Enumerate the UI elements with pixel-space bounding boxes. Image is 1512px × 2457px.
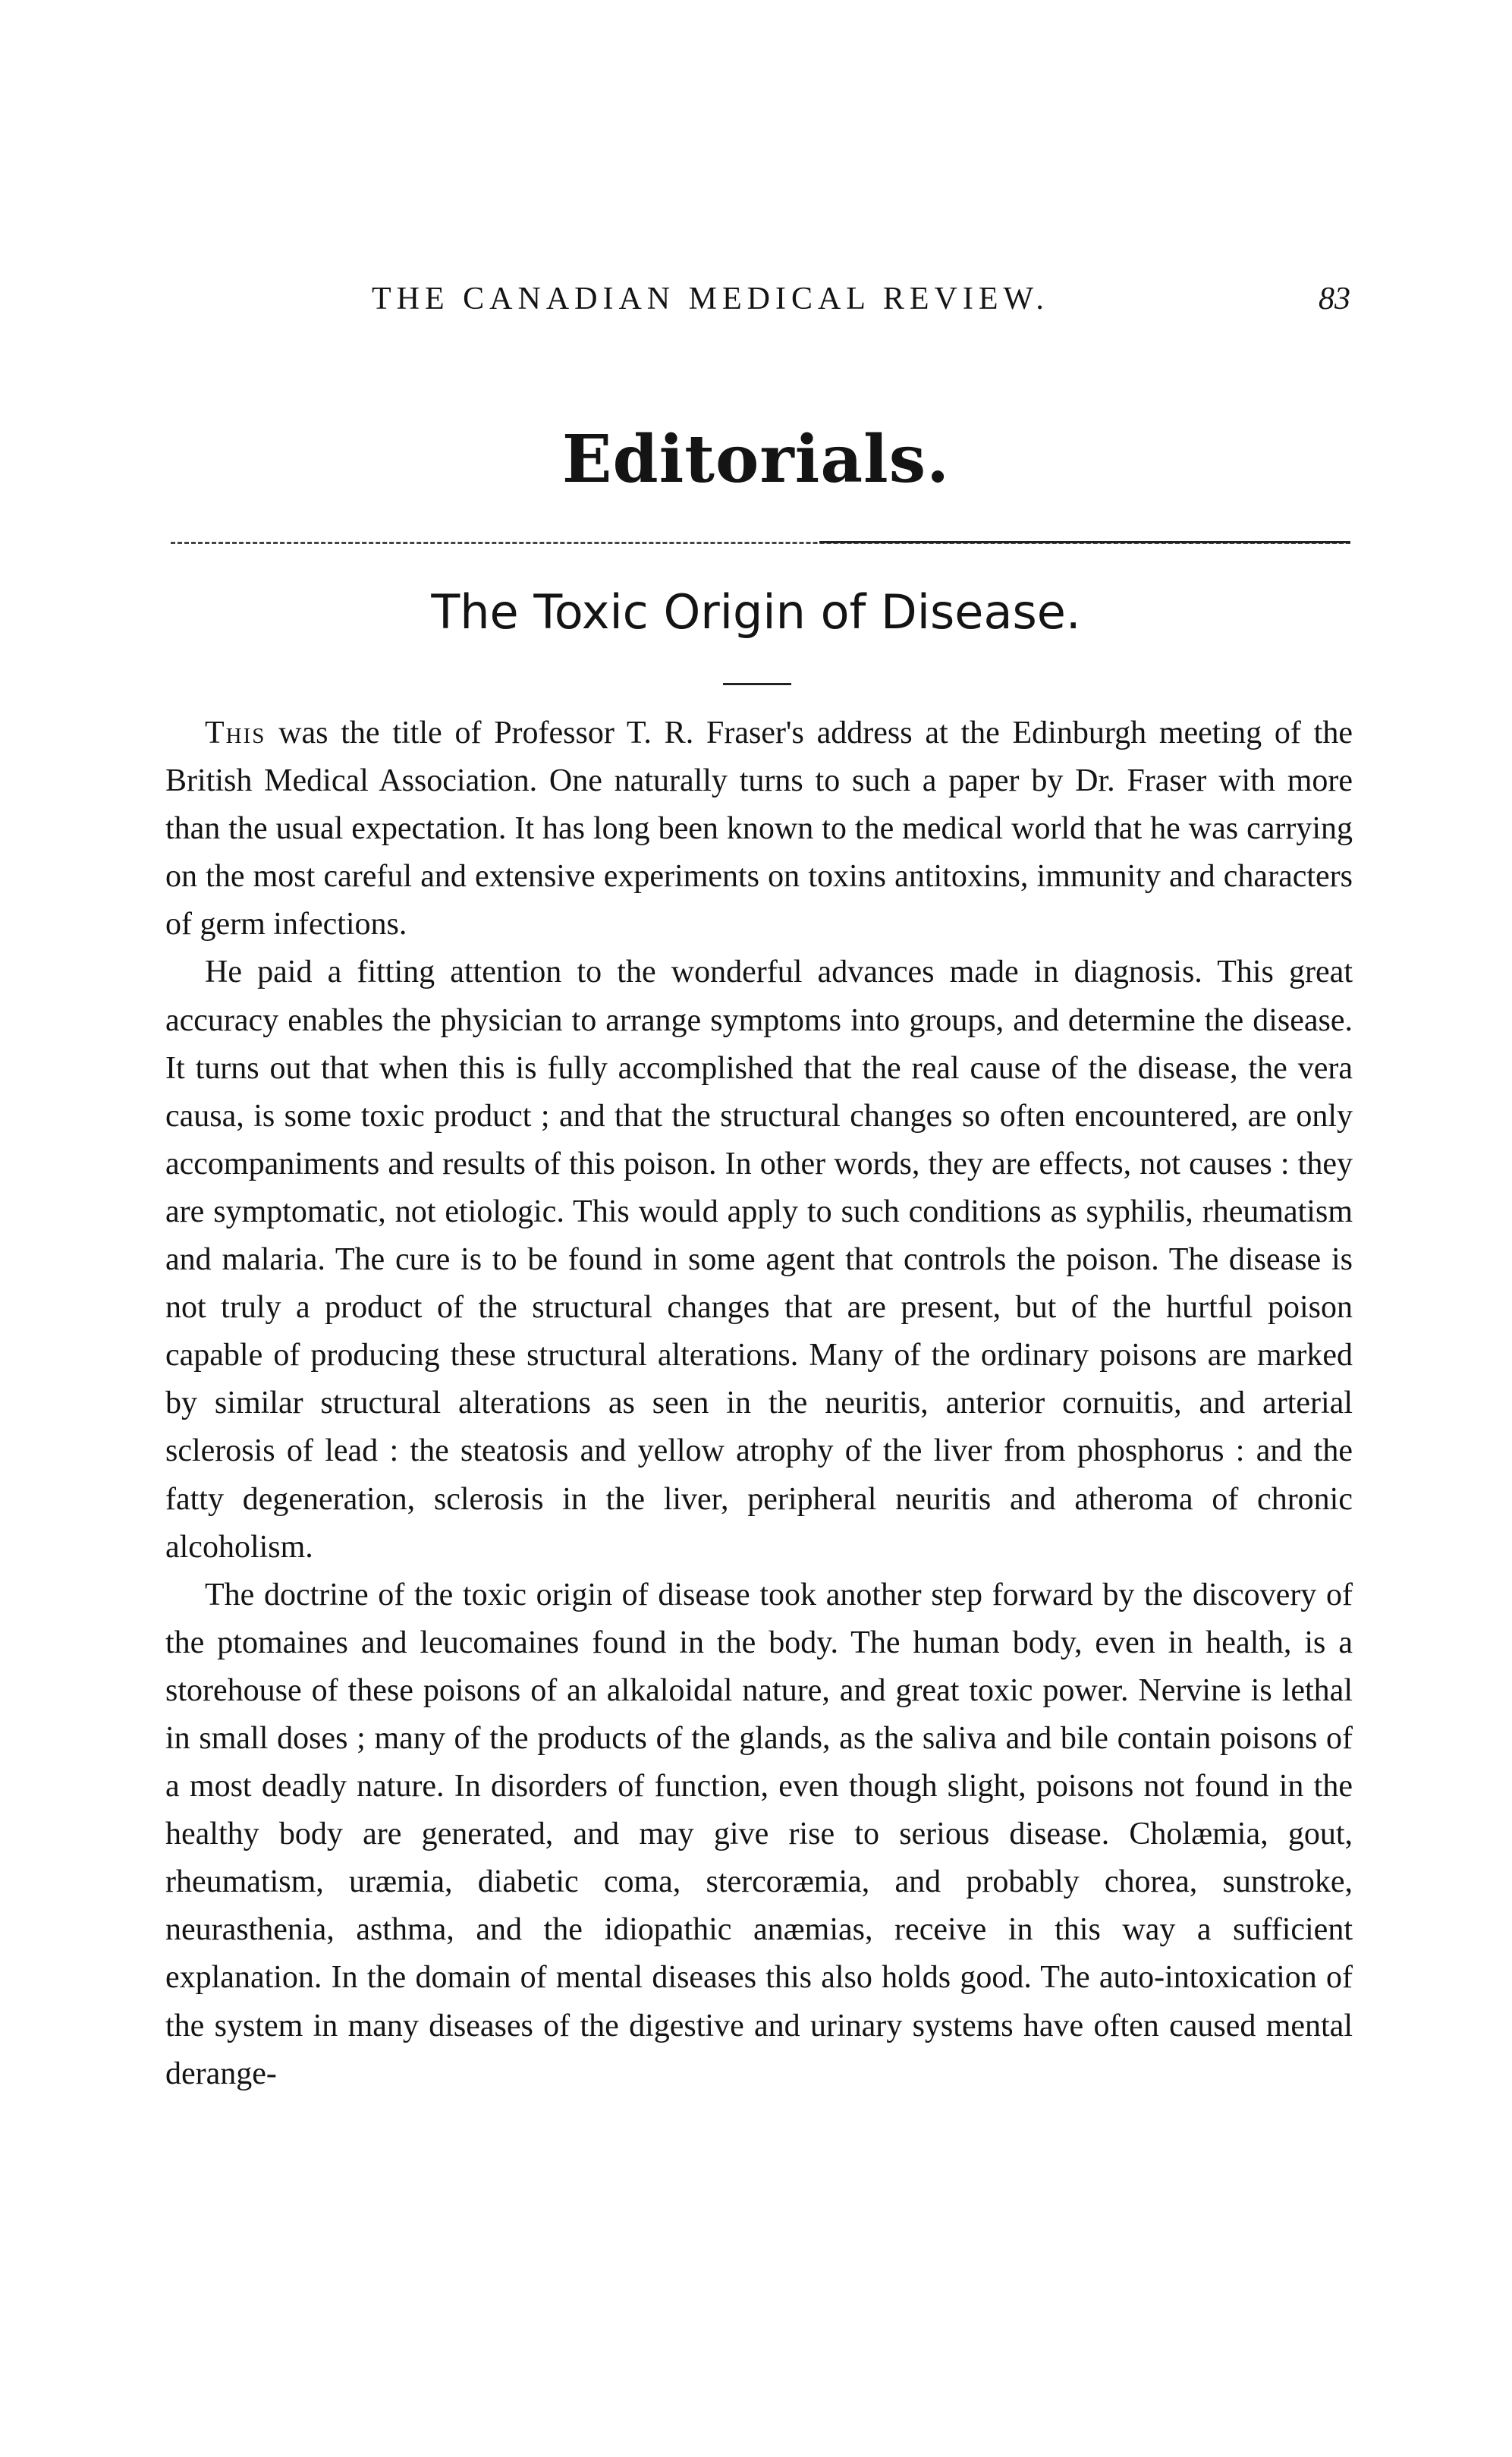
- article-body: [165, 709, 1353, 2098]
- paragraph-2: He paid a fitting attention to the wonderful advances made in diagnosis. This great accuracy enables the physician to arrange symptoms into groups, and determine the disease. It turns out that when this is fully accomplished that the real cause of the disease, the vera causa, is some toxic product ; and that the structural changes so often encountered, are only accompaniments and results of this poison. In other words, they are effects, not causes : they are symptomatic, not etiologic. This would apply to such conditions as syphilis, rheumatism and malaria. The cure is to be found in some agent that controls the poison. The disease is not truly a product of the structural changes that are present, but of the hurtful poison capable of producing these structural alterations. Many of the ordinary poisons are marked by similar structural alterations as seen in the neuritis, anterior cornuitis, and arterial sclerosis of lead : the steatosis and yellow atrophy of the liver from phosphorus : and the fatty degeneration, sclerosis in the liver, peripheral neuritis and atheroma of chronic alcoholism.: [165, 955, 1353, 1565]
- title-rule: [723, 683, 791, 685]
- section-divider-solid: [819, 541, 1350, 543]
- article-title: The Toxic Origin of Disease.: [431, 584, 1081, 640]
- journal-title: THE CANADIAN MEDICAL REVIEW.: [372, 282, 1049, 316]
- paragraph-1-text: was the title of Professor T. R. Fraser's address at the Edinburgh meeting of the British Medical Association. One naturally turns to such a paper by Dr. Fraser with more than the usual expectation. It has long been known to the medical world that he was carrying on the most careful and extensive experiments on toxins antitoxins, immunity and characters of germ infections.: [165, 716, 1353, 942]
- opening-word: This: [205, 716, 266, 750]
- paragraph-3: The doctrine of the toxic origin of disease took another step forward by the discovery of the ptomaines and leucomaines found in the body. The human body, even in health, is a storehouse of these poisons of an alkaloidal nature, and great toxic power. Nervine is lethal in small doses ; many of the products of the glands, as the saliva and bile contain poisons of a most deadly nature. In disorders of function, even though slight, poisons not found in the healthy body are generated, and may give rise to serious disease. Cholæmia, gout, rheumatism, uræmia, diabetic coma, stercoræmia, and probably chorea, sunstroke, neurasthenia, asthma, and the idiopathic anæmias, receive in this way a sufficient explanation. In the domain of mental diseases this also holds good. The auto-intoxication of the system in many diseases of the digestive and urinary systems have often caused mental derange-: [165, 1577, 1353, 2091]
- page-number: 83: [1319, 282, 1350, 316]
- section-heading: Editorials.: [561, 421, 951, 498]
- running-head: [372, 281, 1350, 326]
- paragraph-1: [165, 709, 1353, 949]
